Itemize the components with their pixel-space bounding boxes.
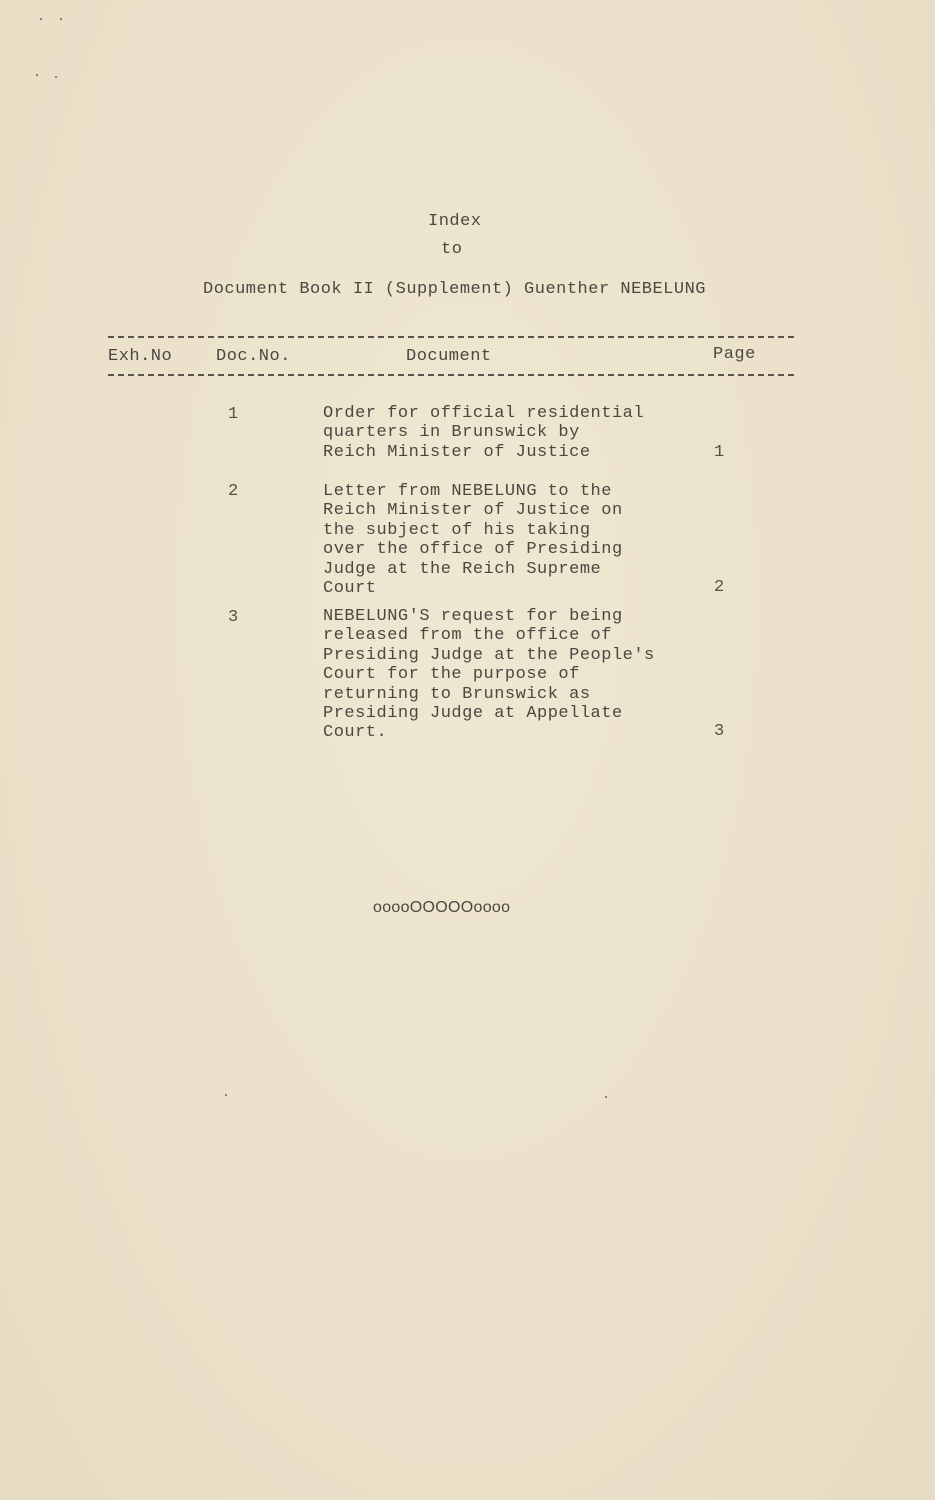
index-title: Index [428,212,482,231]
end-mark: ooooOOOOOoooo [373,899,511,916]
row-doc-no: 3 [228,608,239,627]
paper-speck [55,76,57,78]
row-doc-no: 1 [228,405,239,424]
table-top-rule [108,336,794,338]
row-document: Letter from NEBELUNG to the Reich Minister of Justice on the subject of his taking over the office of Presiding Judge at the Reich Supreme Court [323,482,623,599]
row-page: 3 [714,722,725,741]
column-header-page: Page [713,345,756,364]
table-header-rule [108,374,794,376]
document-book-title: Document Book II (Supplement) Guenther NEBELUNG [203,280,706,299]
row-page: 2 [714,578,725,597]
paper-speck [36,74,38,76]
column-header-doc-no: Doc.No. [216,347,291,366]
column-header-document: Document [406,347,492,366]
row-document: NEBELUNG'S request for being released from the office of Presiding Judge at the People's Court for the purpose of returning to Brunswick as Presiding Judge at Appellate Court. [323,607,655,743]
paper-speck [605,1096,607,1098]
paper-speck [225,1094,227,1096]
paper-speck [60,18,62,20]
row-document: Order for official residential quarters in Brunswick by Reich Minister of Justice [323,404,645,462]
row-doc-no: 2 [228,482,239,501]
paper-speck [40,18,42,20]
column-header-exh-no: Exh.No [108,347,173,366]
index-subtitle: to [441,240,463,259]
row-page: 1 [714,443,725,462]
